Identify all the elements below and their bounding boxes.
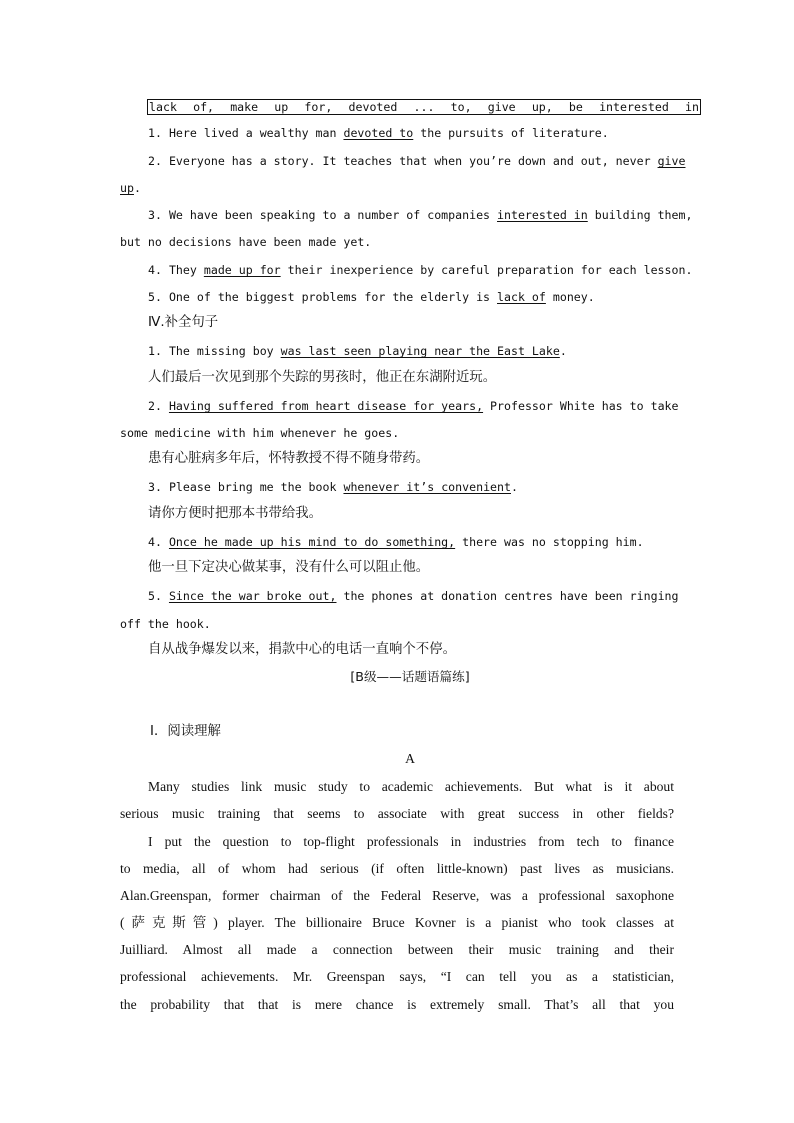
exercise-4-item-4-translation: 他一旦下定决心做某事，没有什么可以阻止他。 bbox=[148, 560, 430, 575]
answer-text: made up for bbox=[203, 263, 281, 277]
sentence-text: money. bbox=[545, 290, 595, 304]
sentence-text: Professor White has to take bbox=[483, 399, 679, 413]
exercise-3-item-3 bbox=[148, 207, 693, 223]
exercise-4-item-2 bbox=[148, 398, 679, 414]
exercise-4-item-5-translation: 自从战争爆发以来，捐款中心的电话一直响个不停。 bbox=[148, 642, 456, 657]
passage-line: to media, all of whom had serious (if often little-known) past lives as musicians. bbox=[120, 861, 674, 876]
word-box-text: lack of, make up for, devoted ... to, give up, be interested in bbox=[149, 100, 699, 114]
item-number: 4. bbox=[148, 263, 169, 277]
exercise-4-item-1-translation: 人们最后一次见到那个失踪的男孩时，他正在东湖附近玩。 bbox=[148, 370, 497, 385]
answer-text: Once he made up his mind to do something, bbox=[168, 535, 456, 549]
level-b-heading: [B级——话题语篇练] bbox=[350, 669, 470, 684]
sentence-text: building them, bbox=[587, 208, 693, 222]
item-number: 3. bbox=[148, 208, 169, 222]
sentence-text: their inexperience by careful preparation for each lesson. bbox=[280, 263, 693, 277]
item-number: 3. bbox=[148, 480, 169, 494]
sentence-text: . bbox=[511, 480, 518, 494]
answer-text: up bbox=[120, 181, 134, 195]
exercise-4-item-3 bbox=[148, 479, 518, 495]
sentence-text: We have been speaking to a number of companies bbox=[168, 208, 498, 222]
answer-text: was last seen playing near the East Lake bbox=[280, 344, 560, 358]
sentence-text: They bbox=[168, 263, 204, 277]
exercise-4-item-5-cont bbox=[120, 616, 211, 632]
passage-line: Many studies link music study to academic achievements. But what is it about bbox=[148, 779, 674, 794]
exercise-4-item-2-cont bbox=[120, 425, 399, 441]
passage-line: (萨克斯管) player. The billionaire Bruce Kovner is a pianist who took classes at bbox=[120, 915, 674, 930]
exercise-3-item-2 bbox=[148, 153, 686, 169]
sentence-text: Everyone has a story. It teaches that when you’re down and out, never bbox=[168, 154, 658, 168]
exercise-4-item-1 bbox=[148, 343, 567, 359]
item-number: 4. bbox=[148, 535, 169, 549]
sentence-text: but no decisions have been made yet. bbox=[120, 235, 372, 249]
sentence-text: The missing boy bbox=[168, 344, 281, 358]
passage-line: professional achievements. Mr. Greenspan says, “I can tell you as a statistician, bbox=[120, 969, 674, 984]
sentence-text: One of the biggest problems for the elderly is bbox=[168, 290, 498, 304]
sentence-text: some medicine with him whenever he goes. bbox=[120, 426, 400, 440]
sentence-text: off the hook. bbox=[120, 617, 211, 631]
item-number: 5. bbox=[148, 290, 169, 304]
passage-line: I put the question to top-flight professionals in industries from tech to finance bbox=[148, 834, 674, 849]
sentence-text: Please bring me the book bbox=[168, 480, 344, 494]
answer-text: Having suffered from heart disease for years, bbox=[168, 399, 484, 413]
passage-label: A bbox=[405, 751, 415, 766]
exercise-4-item-5 bbox=[148, 588, 679, 604]
answer-text: interested in bbox=[497, 208, 588, 222]
exercise-3-item-2-cont bbox=[120, 180, 141, 196]
exercise-3-item-1 bbox=[148, 125, 609, 141]
answer-text: Since the war broke out, bbox=[168, 589, 337, 603]
sentence-text: . bbox=[559, 344, 567, 358]
item-number: 1. bbox=[148, 344, 169, 358]
passage-line: Juilliard. Almost all made a connection between their music training and their bbox=[120, 942, 674, 957]
answer-text: give bbox=[657, 154, 686, 168]
item-number: 2. bbox=[148, 399, 169, 413]
sentence-text: the phones at donation centres have been ringing bbox=[336, 589, 679, 603]
sentence-text: Here lived a wealthy man bbox=[168, 126, 344, 140]
item-number: 2. bbox=[148, 154, 169, 168]
item-number: 1. bbox=[148, 126, 169, 140]
exercise-3-item-5 bbox=[148, 289, 595, 305]
passage-line: the probability that that is mere chance is extremely small. That’s all that you bbox=[120, 997, 674, 1012]
sentence-text: there was no stopping him. bbox=[455, 535, 644, 549]
answer-text: devoted to bbox=[343, 126, 414, 140]
exercise-4-item-4 bbox=[148, 534, 644, 550]
section-4-title: Ⅳ.补全句子 bbox=[148, 315, 219, 330]
sentence-text: . bbox=[133, 181, 141, 195]
reading-title: Ⅰ．阅读理解 bbox=[150, 724, 221, 739]
exercise-3-item-4 bbox=[148, 262, 692, 278]
item-number: 5. bbox=[148, 589, 169, 603]
answer-text: lack of bbox=[497, 290, 546, 304]
answer-text: whenever it’s convenient bbox=[343, 480, 511, 494]
word-box bbox=[147, 99, 701, 115]
passage-line: Alan.Greenspan, former chairman of the Federal Reserve, was a professional saxophone bbox=[120, 888, 674, 903]
sentence-text: the pursuits of literature. bbox=[413, 126, 609, 140]
passage-line: serious music training that seems to associate with great success in other fields? bbox=[120, 806, 674, 821]
exercise-4-item-3-translation: 请你方便时把那本书带给我。 bbox=[148, 506, 323, 521]
exercise-4-item-2-translation: 患有心脏病多年后，怀特教授不得不随身带药。 bbox=[148, 451, 430, 466]
exercise-3-item-3-cont bbox=[120, 234, 371, 250]
